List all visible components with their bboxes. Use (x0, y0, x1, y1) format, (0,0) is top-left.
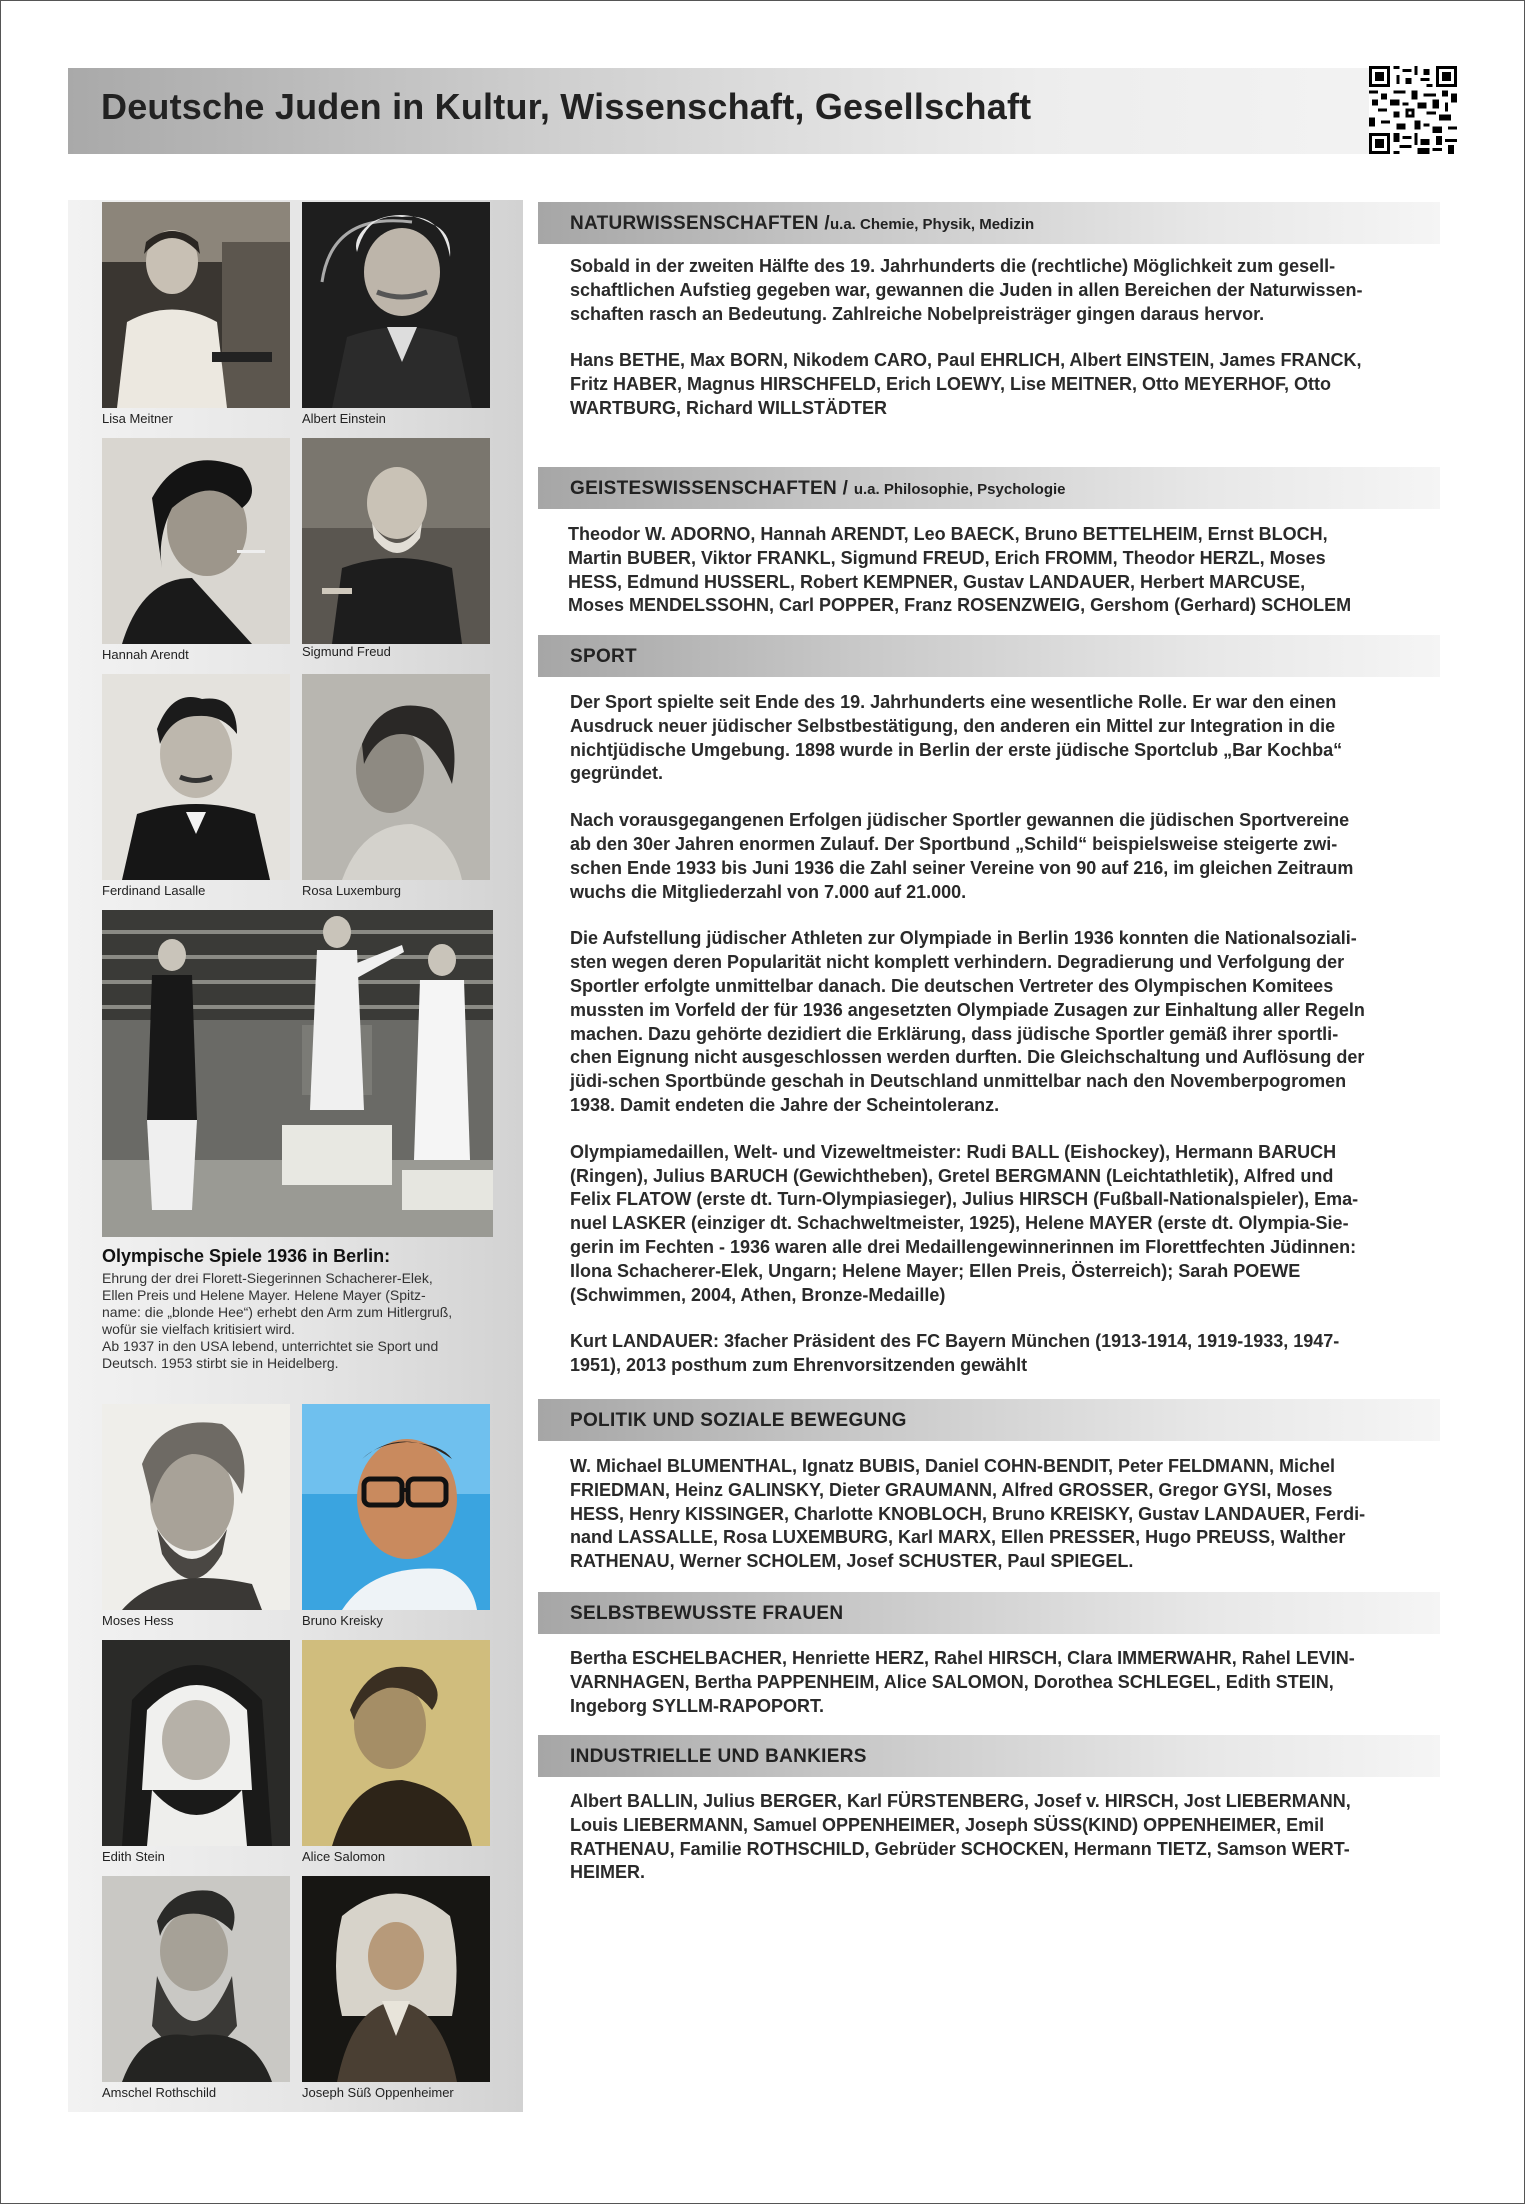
portrait-amschel-rothschild (102, 1876, 290, 2082)
text-line: Theodor W. ADORNO, Hannah ARENDT, Leo BAECK, Bruno BETTELHEIM, Ernst BLOCH, (568, 524, 1328, 544)
text-line: VARNHAGEN, Bertha PAPPENHEIM, Alice SALOMON, Dorothea SCHLEGEL, Edith STEIN, (570, 1671, 1334, 1692)
text-line: Louis LIEBERMANN, Samuel OPPENHEIMER, Joseph SÜSS(KIND) OPPENHEIMER, Emil (570, 1814, 1325, 1835)
olympics-photo (102, 910, 493, 1237)
section-title: SPORT (570, 646, 637, 667)
qr-code-icon[interactable] (1369, 66, 1457, 154)
olympics-caption-line: Ellen Preis und Helene Mayer. Helene Mayer (Spitz- (102, 1287, 426, 1303)
text-line: gerin im Fechten - 1936 waren alle drei Medaillengewinnerinnen im Florettfechten Jüdinnen: (570, 1236, 1357, 1257)
portrait-ferdinand-lasalle (102, 674, 290, 880)
section-header-industrie (538, 1735, 1440, 1777)
text-line: schaften rasch an Bedeutung. Zahlreiche Nobelpreisträger gingen daraus hervor. (570, 303, 1265, 324)
portrait-edith-stein (102, 1640, 290, 1846)
text-line: mussten im Vorfeld der für 1936 angesetzten Olympiade Zusagen zur Einhaltung aller Regeln (570, 999, 1365, 1020)
portrait-caption: Alice Salomon (302, 1849, 386, 1864)
text-line: Moses MENDELSSOHN, Carl POPPER, Franz ROSENZWEIG, Gershom (Gerhard) SCHOLEM (568, 595, 1352, 616)
text-line: Olympiamedaillen, Welt- und Vizeweltmeister: Rudi BALL (Eishockey), Hermann BARUCH (570, 1141, 1337, 1162)
page-title: Deutsche Juden in Kultur, Wissenschaft, Gesellschaft (101, 86, 1032, 127)
section-title-text: NATURWISSENSCHAFTEN / (570, 213, 830, 234)
text-line: Hans BETHE, Max BORN, Nikodem CARO, Paul EHRLICH, Albert EINSTEIN, James FRANCK, (570, 350, 1362, 371)
portrait-caption: Ferdinand Lasalle (102, 883, 206, 898)
text-line: HEIMER. (570, 1862, 646, 1883)
portrait-hannah-arendt (102, 438, 290, 644)
section-body-sport (570, 691, 1470, 1378)
olympics-caption-title: Olympische Spiele 1936 in Berlin: (102, 1246, 391, 1266)
text-line: HESS, Henry KISSINGER, Charlotte KNOBLOCH, Bruno KREISKY, Gustav LANDAUER, Ferdi- (570, 1503, 1366, 1524)
portrait-moses-hess (102, 1404, 290, 1610)
portrait-caption: Albert Einstein (302, 411, 386, 426)
section-body-frauen (570, 1647, 1470, 1718)
text-line: gegründet. (570, 763, 663, 784)
portrait-caption: Rosa Luxemburg (302, 883, 401, 898)
portrait-rosa-luxemburg (302, 674, 490, 880)
section-body-politik (570, 1455, 1470, 1574)
text-line: (Ringen), Julius BARUCH (Gewichtheben), Gretel BERGMANN (Leichtathletik), Alfred und (570, 1165, 1334, 1186)
text-line: WARTBURG, Richard WILLSTÄDTER (570, 397, 887, 418)
portrait-caption: Sigmund Freud (302, 644, 391, 659)
text-line: 1938. Damit endeten die Jahre der Scheintoleranz. (570, 1094, 1000, 1115)
text-line: Ilona Schacherer-Elek, Ungarn; Helene Mayer; Ellen Preis, Österreich); Sarah POEWE (570, 1260, 1301, 1281)
text-line: Felix FLATOW (erste dt. Turn-Olympiasieger), Julius HIRSCH (Fußball-Nationalspieler), Ema- (570, 1189, 1359, 1210)
text-line: Ausdruck neuer jüdischer Selbstbestätigung, den anderen ein Mittel zur Integration in die (570, 715, 1336, 736)
section-title (570, 213, 1034, 235)
text-line: 1951), 2013 posthum zum Ehrenvorsitzenden gewählt (570, 1355, 1028, 1376)
text-line: sten wegen deren Popularität nicht komplett verhindern. Degradierung und Verfolgung der (570, 952, 1345, 973)
portrait-caption: Amschel Rothschild (102, 2085, 217, 2100)
section-subtitle: u.a. Chemie, Physik, Medizin (830, 216, 1035, 233)
section-body-geist (568, 523, 1468, 618)
portrait-caption: Moses Hess (102, 1613, 174, 1628)
section-title: SELBSTBEWUSSTE FRAUEN (570, 1603, 844, 1624)
portrait-bruno-kreisky (302, 1404, 490, 1610)
section-title-text: GEISTESWISSENSCHAFTEN / (570, 478, 849, 499)
text-line: chen Eignung nicht ausgeschlossen werden durften. Die Gleichschaltung und Auflösung der (570, 1047, 1365, 1068)
text-line: RATHENAU, Werner SCHOLEM, Josef SCHUSTER, Paul SPIEGEL. (570, 1551, 1134, 1572)
header-bar (68, 68, 1457, 154)
text-line: HESS, Edmund HUSSERL, Robert KEMPNER, Gustav LANDAUER, Herbert MARCUSE, (568, 571, 1306, 592)
portrait-albert-einstein (302, 202, 490, 408)
olympics-caption-line: Ab 1937 in den USA lebend, unterrichtet sie Sport und (102, 1338, 439, 1354)
text-line: wuchs die Mitgliederzahl von 7.000 auf 21.000. (570, 881, 967, 902)
olympics-caption-line: name: die „blonde Hee“) erhebt den Arm zum Hitlergruß, (102, 1304, 453, 1320)
section-title (570, 478, 1066, 500)
text-line: (Schwimmen, 2004, Athen, Bronze-Medaille) (570, 1284, 946, 1305)
section-header-geist (538, 467, 1440, 509)
text-line: Sobald in der zweiten Hälfte des 19. Jahrhunderts die (rechtliche) Möglichkeit zum gesell- (570, 256, 1336, 276)
text-line: Martin BUBER, Viktor FRANKL, Sigmund FREUD, Erich FROMM, Theodor HERZL, Moses (568, 547, 1326, 568)
text-line: nand LASSALLE, Rosa LUXEMBURG, Karl MARX, Ellen PRESSER, Hugo PREUSS, Walther (570, 1527, 1346, 1548)
text-line: W. Michael BLUMENTHAL, Ignatz BUBIS, Daniel COHN-BENDIT, Peter FELDMANN, Michel (570, 1456, 1336, 1476)
text-line: schaftlichen Aufstieg gegeben war, gewannen die Juden in allen Bereichen der Naturwissen- (570, 279, 1363, 300)
olympics-caption-line: Ehrung der drei Florett-Siegerinnen Schacherer-Elek, (102, 1270, 433, 1286)
text-line: Die Aufstellung jüdischer Athleten zur Olympiade in Berlin 1936 konnten die Nationalsoziali- (570, 928, 1357, 949)
text-line: Ingeborg SYLLM-RAPOPORT. (570, 1695, 824, 1716)
text-line: FRIEDMAN, Heinz GALINSKY, Dieter GRAUMANN, Alfred GROSSER, Gregor GYSI, Moses (570, 1479, 1333, 1500)
text-line: Albert BALLIN, Julius BERGER, Karl FÜRSTENBERG, Josef v. HIRSCH, Jost LIEBERMANN, (570, 1791, 1351, 1811)
text-line: Nach vorausgegangenen Erfolgen jüdischer Sportler gewannen die jüdischen Sportvereine (570, 810, 1350, 831)
text-line: jüdi-schen Sportbünde geschah in Deutschland unmittelbar nach den Novemberpogromen (570, 1071, 1347, 1092)
section-title: POLITIK UND SOZIALE BEWEGUNG (570, 1410, 907, 1431)
portrait-caption: Lisa Meitner (102, 411, 173, 426)
section-subtitle: u.a. Philosophie, Psychologie (853, 481, 1066, 498)
portrait-caption: Hannah Arendt (102, 647, 189, 662)
text-line: machen. Dazu gehörte dezidiert die Erklärung, dass jüdische Sportler gemäß ihrer sportli- (570, 1023, 1339, 1044)
portrait-caption: Bruno Kreisky (302, 1613, 383, 1628)
portrait-sigmund-freud (302, 438, 490, 644)
text-line: nichtjüdische Umgebung. 1898 wurde in Berlin der erste jüdische Sportclub „Bar Kochba“ (570, 739, 1343, 760)
olympics-caption (102, 1270, 512, 1372)
portrait-lisa-meitner (102, 202, 290, 408)
section-body-natur (570, 255, 1470, 421)
section-header-politik (538, 1399, 1440, 1441)
section-header-natur (538, 202, 1440, 244)
text-line: Sportler erfolgte unmittelbar danach. Die deutschen Vertreter des Olympischen Komitees (570, 975, 1334, 996)
text-line: schen Ende 1933 bis Juni 1936 die Zahl seiner Vereine von 90 auf 216, im gleichen Zeitraum (570, 857, 1354, 878)
text-line: Kurt LANDAUER: 3facher Präsident des FC Bayern München (1913-1914, 1919-1933, 1947- (570, 1331, 1340, 1352)
section-header-sport (538, 635, 1440, 677)
olympics-caption-line: wofür sie vielfach kritisiert wird. (102, 1321, 295, 1337)
portrait-alice-salomon (302, 1640, 490, 1846)
portrait-joseph-suess-oppenheimer (302, 1876, 490, 2082)
section-body-industrie (570, 1790, 1470, 1885)
portrait-caption: Joseph Süß Oppenheimer (302, 2085, 454, 2100)
text-line: nuel LASKER (einziger dt. Schachweltmeister, 1925), Helene MAYER (erste dt. Olympia-Sie- (570, 1213, 1349, 1234)
olympics-caption-line: Deutsch. 1953 stirbt sie in Heidelberg. (102, 1355, 339, 1371)
section-title: INDUSTRIELLE UND BANKIERS (570, 1746, 867, 1767)
text-line: Bertha ESCHELBACHER, Henriette HERZ, Rahel HIRSCH, Clara IMMERWAHR, Rahel LEVIN- (570, 1648, 1355, 1668)
text-line: Fritz HABER, Magnus HIRSCHFELD, Erich LOEWY, Lise MEITNER, Otto MEYERHOF, Otto (570, 374, 1332, 395)
text-line: RATHENAU, Familie ROTHSCHILD, Gebrüder SCHOCKEN, Hermann TIETZ, Samson WERT- (570, 1838, 1350, 1859)
text-line: Der Sport spielte seit Ende des 19. Jahrhunderts eine wesentliche Rolle. Er war den einen (570, 692, 1337, 712)
text-line: ab den 30er Jahren enormen Zulauf. Der Sportbund „Schild“ beispielsweise steigerte zwi- (570, 833, 1338, 854)
portrait-caption: Edith Stein (102, 1849, 165, 1864)
section-header-frauen (538, 1592, 1440, 1634)
